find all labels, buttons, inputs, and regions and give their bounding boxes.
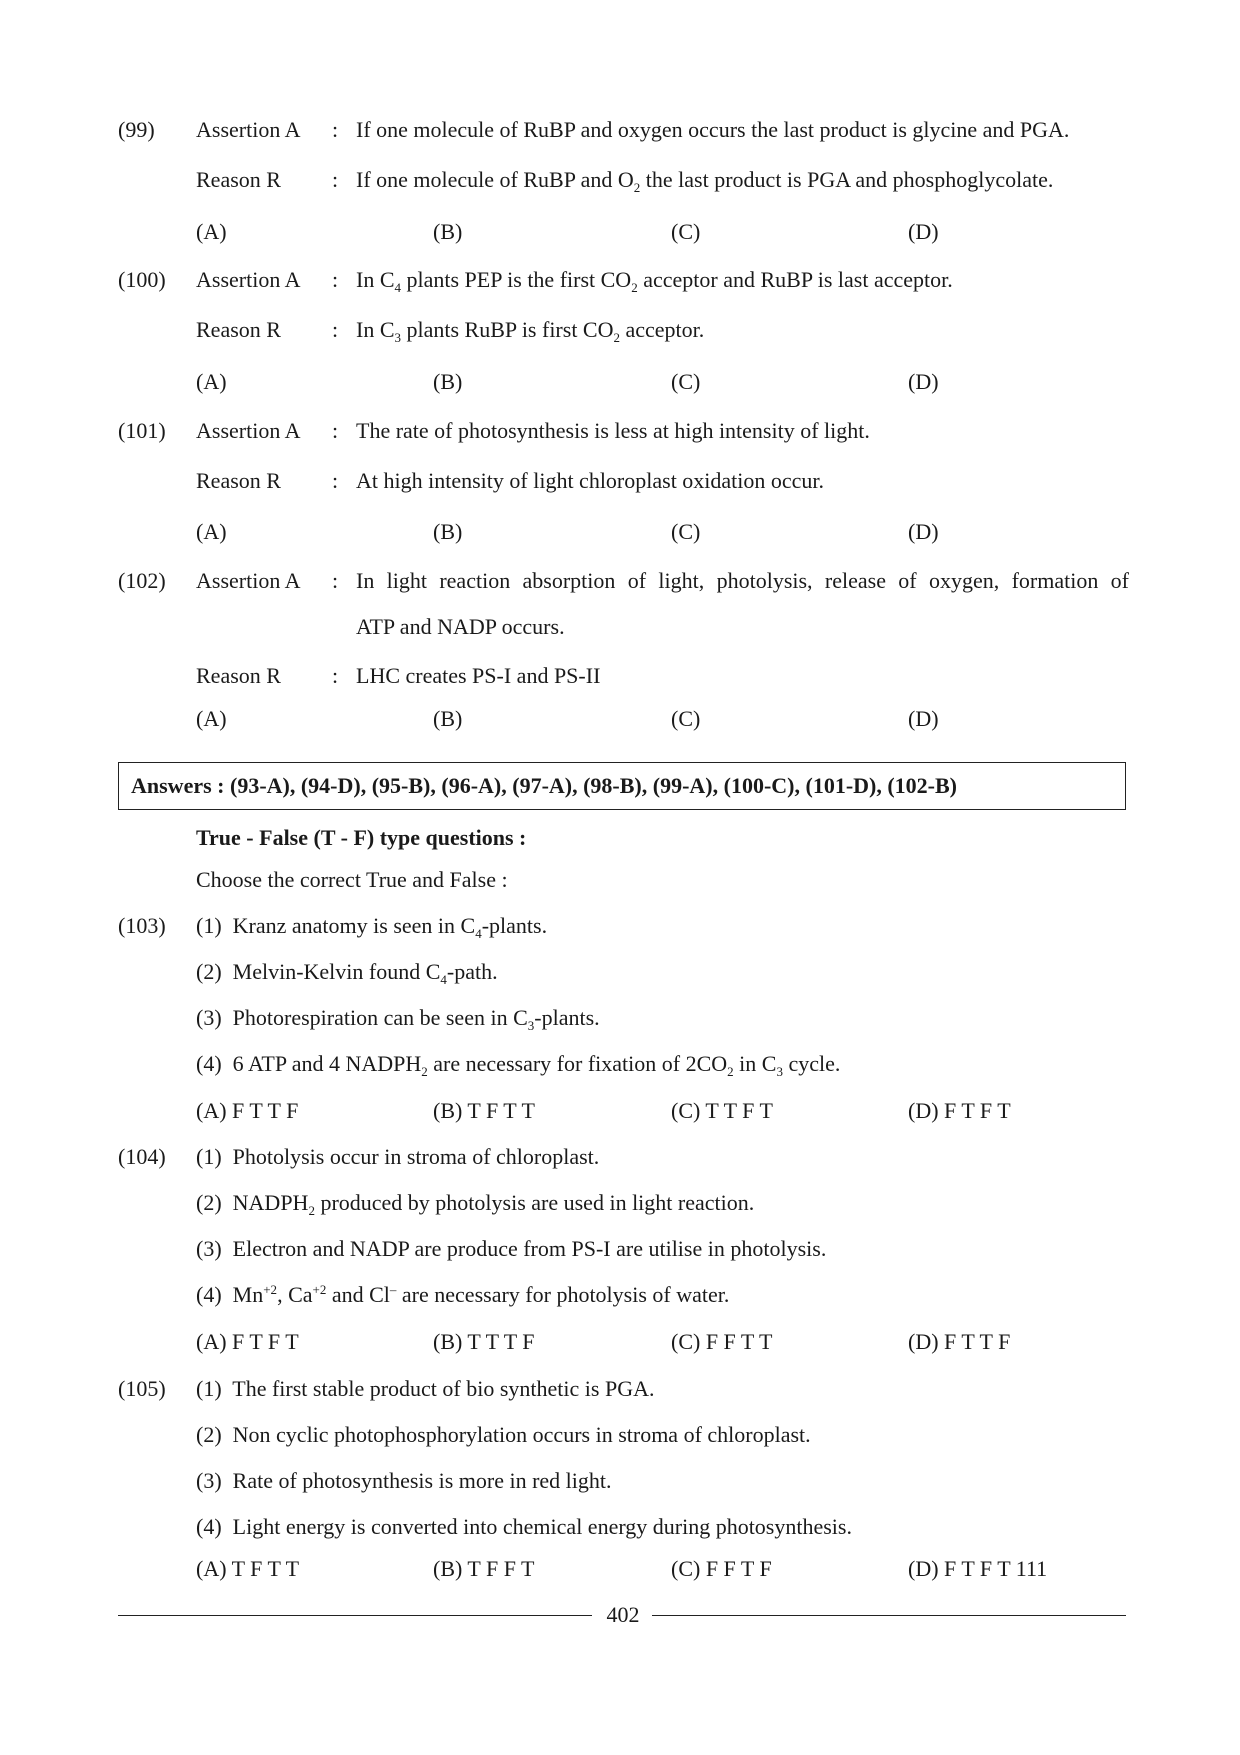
statement-3: (3) Rate of photosynthesis is more in red light. — [196, 1468, 612, 1493]
option-c: (C) F F T T — [671, 1329, 773, 1354]
option-b: (B) T T T F — [433, 1329, 535, 1354]
colon: : — [332, 267, 339, 292]
answers-text: Answers : (93-A), (94-D), (95-B), (96-A), (97-A), (98-B), (99-A), (100-C), (101-D), (102-B) — [131, 773, 958, 798]
subscript: 2 — [631, 280, 638, 295]
text-run: are necessary for fixation of 2CO — [427, 1051, 728, 1076]
reason-label: Reason R — [196, 663, 281, 688]
option-b: (B) — [433, 519, 463, 544]
assertion-label: Assertion A — [196, 568, 301, 593]
question-number: (104) — [118, 1144, 166, 1169]
section-instruction: Choose the correct True and False : — [196, 867, 508, 892]
reason-label: Reason R — [196, 468, 281, 493]
option-d: (D) — [908, 219, 939, 244]
reason-text: At high intensity of light chloroplast oxidation occur. — [356, 468, 825, 493]
assertion-label: Assertion A — [196, 117, 301, 142]
text-run: (3) Photorespiration can be seen in C — [196, 1005, 528, 1030]
option-d: (D) F T F T — [908, 1098, 1011, 1123]
statement-3 — [196, 1004, 600, 1032]
option-b: (B) — [433, 219, 463, 244]
option-b: (B) — [433, 706, 463, 731]
subscript: 2 — [727, 1064, 734, 1079]
option-a: (A) T F T T — [196, 1556, 300, 1581]
statement-1 — [196, 912, 547, 940]
text-run: acceptor. — [620, 317, 705, 342]
text-run: , Ca — [277, 1282, 313, 1307]
assertion-text-line-2: ATP and NADP occurs. — [356, 614, 565, 639]
option-c: (C) F F T F — [671, 1556, 772, 1581]
colon: : — [332, 418, 339, 443]
reason-label: Reason R — [196, 317, 281, 342]
text-run: In C — [356, 267, 395, 292]
text-run: (1) Kranz anatomy is seen in C — [196, 913, 476, 938]
text-run: -path. — [446, 959, 498, 984]
page-number: 402 — [606, 1602, 640, 1627]
question-number: (100) — [118, 267, 166, 292]
colon: : — [332, 663, 339, 688]
assertion-text — [356, 266, 953, 294]
question-number: (101) — [118, 418, 166, 443]
text-run: in C — [733, 1051, 777, 1076]
option-a: (A) — [196, 219, 227, 244]
text-run: produced by photolysis are used in light reaction. — [314, 1190, 755, 1215]
colon: : — [332, 468, 339, 493]
answers-box — [118, 762, 1126, 810]
statement-3: (3) Electron and NADP are produce from PS-I are utilise in photolysis. — [196, 1236, 827, 1261]
superscript: – — [389, 1282, 397, 1297]
text-run: -plants. — [534, 1005, 600, 1030]
text-run: are necessary for photolysis of water. — [396, 1282, 730, 1307]
text-run: (2) NADPH — [196, 1190, 309, 1215]
option-a: (A) — [196, 706, 227, 731]
statement-4 — [196, 1050, 840, 1078]
assertion-text: The rate of photosynthesis is less at high intensity of light. — [356, 418, 870, 443]
subscript: 2 — [308, 1203, 315, 1218]
colon: : — [332, 167, 339, 192]
option-a: (A) — [196, 369, 227, 394]
text-run: (4) 6 ATP and 4 NADPH — [196, 1051, 422, 1076]
statement-2 — [196, 1189, 754, 1217]
option-d: (D) — [908, 706, 939, 731]
reason-text — [356, 166, 1053, 194]
option-d: (D) — [908, 369, 939, 394]
text-run: (4) Mn — [196, 1282, 264, 1307]
text-run: plants PEP is the first CO — [401, 267, 632, 292]
question-number: (102) — [118, 568, 166, 593]
option-b: (B) — [433, 369, 463, 394]
option-d: (D) F T F T 111 — [908, 1556, 1048, 1581]
option-c: (C) — [671, 519, 701, 544]
statement-1: (1) The first stable product of bio synthetic is PGA. — [196, 1376, 655, 1401]
footer-rule-right — [652, 1615, 1126, 1616]
section-heading: True - False (T - F) type questions : — [196, 825, 527, 850]
reason-label: Reason R — [196, 167, 281, 192]
superscript: +2 — [312, 1282, 327, 1297]
subscript: 2 — [421, 1064, 428, 1079]
option-a: (A) — [196, 519, 227, 544]
colon: : — [332, 568, 339, 593]
colon: : — [332, 117, 339, 142]
subscript: 4 — [394, 280, 401, 295]
statement-2 — [196, 958, 498, 986]
statement-4: (4) Light energy is converted into chemical energy during photosynthesis. — [196, 1514, 852, 1539]
subscript: 3 — [527, 1018, 535, 1033]
superscript: +2 — [263, 1282, 278, 1297]
text-run: -plants. — [481, 913, 548, 938]
assertion-label: Assertion A — [196, 267, 301, 292]
text-run: If one molecule of RuBP and O — [356, 167, 634, 192]
option-a: (A) F T F T — [196, 1329, 299, 1354]
assertion-text: If one molecule of RuBP and oxygen occurs the last product is glycine and PGA. — [356, 117, 1070, 142]
option-c: (C) — [671, 369, 701, 394]
text-run: plants RuBP is first CO — [401, 317, 614, 342]
subscript: 2 — [633, 180, 641, 195]
option-c: (C) T T F T — [671, 1098, 773, 1123]
subscript: 4 — [475, 926, 482, 941]
statement-1: (1) Photolysis occur in stroma of chloroplast. — [196, 1144, 600, 1169]
text-run: acceptor and RuBP is last acceptor. — [637, 267, 953, 292]
question-number: (99) — [118, 117, 155, 142]
text-run: and Cl — [326, 1282, 390, 1307]
subscript: 3 — [776, 1064, 783, 1079]
option-b: (B) T F F T — [433, 1556, 535, 1581]
reason-text: LHC creates PS-I and PS-II — [356, 663, 601, 688]
text-run: (2) Melvin-Kelvin found C — [196, 959, 441, 984]
colon: : — [332, 317, 339, 342]
option-d: (D) — [908, 519, 939, 544]
subscript: 4 — [440, 972, 447, 987]
question-number: (103) — [118, 913, 166, 938]
subscript: 3 — [394, 330, 401, 345]
option-c: (C) — [671, 706, 701, 731]
assertion-label: Assertion A — [196, 418, 301, 443]
statement-2: (2) Non cyclic photophosphorylation occurs in stroma of chloroplast. — [196, 1422, 811, 1447]
footer-rule-left — [118, 1615, 592, 1616]
statement-4 — [196, 1281, 729, 1309]
option-b: (B) T F T T — [433, 1098, 535, 1123]
option-a: (A) F T T F — [196, 1098, 299, 1123]
subscript: 2 — [613, 330, 620, 345]
option-d: (D) F T T F — [908, 1329, 1011, 1354]
option-c: (C) — [671, 219, 701, 244]
text-run: In C — [356, 317, 395, 342]
assertion-text-line-1: In light reaction absorption of light, photolysis, release of oxygen, formation of — [356, 568, 1129, 593]
reason-text — [356, 316, 704, 344]
question-number: (105) — [118, 1376, 166, 1401]
text-run: cycle. — [782, 1051, 841, 1076]
text-run: the last product is PGA and phosphoglycolate. — [640, 167, 1054, 192]
